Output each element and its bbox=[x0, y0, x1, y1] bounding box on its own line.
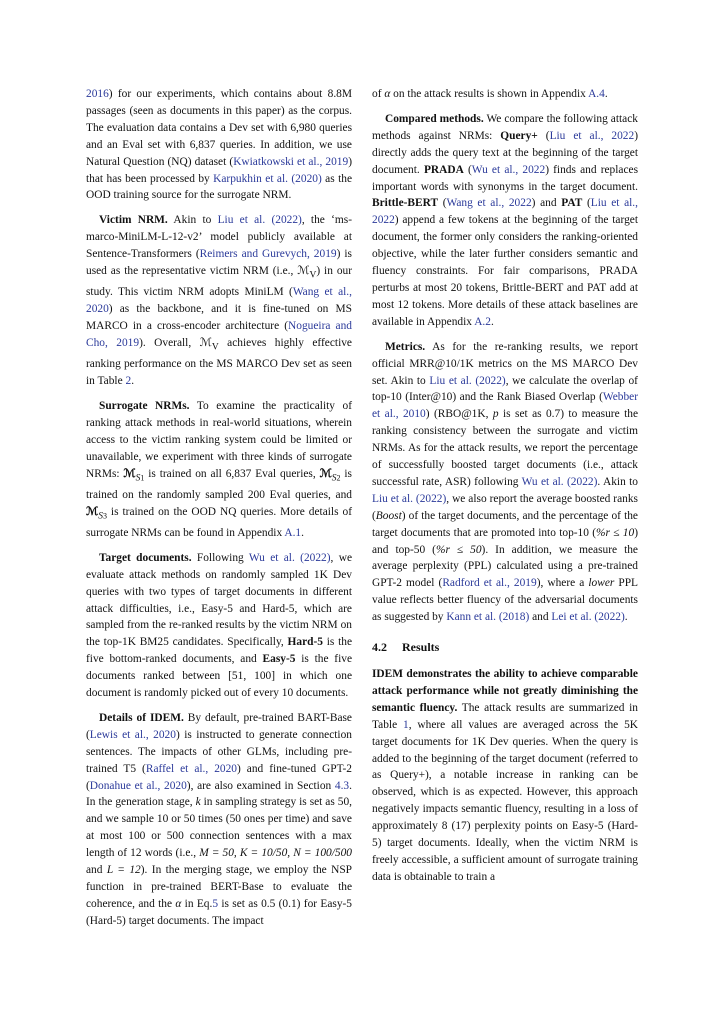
paragraph-metrics: Metrics. As for the re-ranking results, we report official MRR@10/1K metrics on the MS MARCO Dev set. Akin to Liu et al. (2022), we calculate the overlap of top-10 (Inter@10) and the Rank Biased Overlap (Webber et al., 2010) (RBO@1K, p is set as 0.7) to measure the ranking consistency between the surrogate and victim NRMs. As for the attack results, we report the percentage of successfully boosted target documents (i.e., attack successful rate, ASR) following Wu et al. (2022). Akin to Liu et al. (2022), we also report the average boosted ranks (Boost) of the target documents, and the percentage of the target documents that are promoted into top-10 (%r ≤ 10) and top-50 (%r ≤ 50). In addition, we measure the average perplexity (PPL) calculated using a pre-trained GPT-2 model (Radford et al., 2019), where a lower PPL value reflects better fluency of the adversarial documents as suggested by Kann et al. (2018) and Lei et al. (2022). bbox=[372, 340, 638, 624]
table-reference[interactable]: 2 bbox=[125, 375, 132, 388]
citation[interactable]: Raffel et al., 2020 bbox=[145, 762, 238, 775]
citation[interactable]: Radford et al., 2019 bbox=[442, 577, 537, 590]
paragraph-heading: Compared methods. bbox=[385, 112, 484, 125]
table-reference[interactable]: 1 bbox=[403, 718, 409, 731]
paragraph-target-documents: Target documents. Following Wu et al. (2022), we evaluate attack methods on randomly sampled 1K Dev queries with two types of target documents in different attack difficulties, i.e., Easy-5 and Hard-5, which are sampled from the re-ranked results by the victim NRM on the top-1K BM25 candidates. Specifically, Hard-5 is the five bottom-ranked documents, and Easy-5 is the five documents ranked between [51, 100] in which one document is randomly picked out of every 10 documents. bbox=[86, 551, 353, 700]
citation[interactable]: 2016 bbox=[86, 88, 109, 100]
left-column bbox=[86, 86, 352, 930]
section-title: Results bbox=[402, 640, 440, 655]
paragraph-heading: IDEM demonstrates the ability to achieve comparable attack performance while not greatly diminishing the semantic fluency. bbox=[372, 668, 638, 714]
citation[interactable]: Liu et al. (2022) bbox=[217, 214, 302, 227]
citation[interactable]: Liu et al., 2022 bbox=[549, 129, 635, 142]
citation[interactable]: Liu et al. (2022) bbox=[429, 374, 506, 387]
appendix-reference[interactable]: A.4 bbox=[588, 88, 605, 100]
citation[interactable]: Kann et al. (2018) bbox=[446, 611, 530, 624]
citation[interactable]: Kwiatkowski et al., 2019 bbox=[233, 155, 349, 168]
citation[interactable]: Wu et al. (2022) bbox=[521, 475, 598, 488]
section-number: 4.2 bbox=[372, 640, 387, 655]
citation[interactable]: Wu et al., 2022 bbox=[471, 163, 546, 176]
citation[interactable]: Reimers and Gurevych, 2019 bbox=[199, 248, 337, 261]
paragraph-heading: Target documents. bbox=[99, 551, 192, 564]
section-reference[interactable]: 4.3 bbox=[334, 779, 350, 792]
equation-reference[interactable]: 5 bbox=[212, 897, 219, 910]
citation[interactable]: Wu et al. (2022) bbox=[248, 551, 331, 564]
citation[interactable]: Lewis et al., 2020 bbox=[89, 728, 176, 741]
citation[interactable]: Nogueira and Cho, 2019 bbox=[86, 320, 352, 349]
paragraph-compared-methods: Compared methods. We compare the following attack methods against NRMs: Query+ (Liu et al., 2022) directly adds the query text at the beginning of the target document. PRADA (Wu et al., 2022) finds and replaces important words with synonyms in the target document. Brittle-BERT (Wang et al., 2022) and PAT (Liu et al., 2022) append a few tokens at the beginning of the target document, the former only considers the ranking-oriented objective, while the later further considers semantic and fluency constraints. For fair comparisons, PRADA perturbs at most 20 tokens, Brittle-BERT and PAT add at most 12 tokens. More details of these attack baselines are available in Appendix A.2. bbox=[372, 112, 639, 328]
appendix-reference[interactable]: A.1 bbox=[284, 526, 302, 539]
paragraph-details-idem: Details of IDEM. By default, pre-trained BART-Base (Lewis et al., 2020) is instructed to generate connection sentences. The impacts of other GLMs, including pre-trained T5 (Raffel et al., 2020) and fine-tuned GPT-2 (Donahue et al., 2020), are also examined in Section 4.3. In the generation stage, k in sampling strategy is set as 50, and we sample 10 or 50 times (50 ones per time) and save at most 100 or 500 connection sentences with a max length of 12 words (i.e., M = 50, K = 10/50, N = 100/500 and L = 12). In the merging stage, we employ the NSP function in pre-trained BERT-Base to evaluate the coherence, and the α in Eq.5 is set as 0.5 (0.1) for Easy-5 (Hard-5) target documents. The impact bbox=[86, 711, 353, 927]
paragraph-heading: Details of IDEM. bbox=[99, 711, 184, 724]
citation[interactable]: Lei et al. (2022) bbox=[551, 611, 625, 624]
paragraph-surrogate-nrms: Surrogate NRMs. To examine the practicality of ranking attack methods in real-world situations, wherein access to the victim ranking system could be limited or unavailable, we experiment with three kinds of surrogate NRMs: ℳ$_{S1}$ is trained on all 6,837 Eval queries, ℳ$_{S2}$ is trained on the randomly sampled 200 Eval queries, and ℳ$_{S3}$ is trained on the OOD NQ queries. More details of surrogate NRMs can be found in Appendix A.1. bbox=[86, 399, 352, 539]
section-heading bbox=[372, 639, 638, 656]
citation[interactable]: Wang et al., 2022 bbox=[446, 197, 532, 210]
paragraph-alpha-impact: of α on the attack results is shown in Appendix A.4. bbox=[372, 88, 608, 100]
citation[interactable]: Karpukhin et al. (2020) bbox=[213, 172, 322, 185]
paragraph-heading: Surrogate NRMs. bbox=[99, 399, 190, 412]
citation[interactable]: Liu et al. (2022) bbox=[372, 492, 447, 505]
paragraph-victim-nrm: Victim NRM. Akin to Liu et al. (2022), the ‘ms-marco-MiniLM-L-12-v2’ model publicly available at Sentence-Transformers (Reimers and Gurevych, 2019) is used as the representative victim NRM (i.e., ℳ$_V$) in our study. This victim NRM adopts MiniLM (Wang et al., 2020) as the backbone, and it is fine-tuned on MS MARCO in a cross-encoder architecture (Nogueira and Cho, 2019). Overall, ℳ$_V$ achieves highly effective ranking performance on the MS MARCO Dev set as seen in Table 2. bbox=[86, 214, 352, 388]
paragraph-heading: Victim NRM. bbox=[99, 214, 168, 227]
citation[interactable]: Liu et al., 2022 bbox=[372, 197, 639, 227]
citation[interactable]: Donahue et al., 2020 bbox=[89, 779, 187, 792]
paragraph-heading: Metrics. bbox=[385, 340, 426, 353]
right-column bbox=[372, 86, 638, 886]
appendix-reference[interactable]: A.2 bbox=[474, 315, 491, 328]
paragraph-results: IDEM demonstrates the ability to achieve comparable attack performance while not greatly diminishing the semantic fluency. The attack results are summarized in Table 1, where all values are averaged across the 5K target documents for 1K Dev queries. When the query is added to the beginning of the target document (referred to as Query+), a notable increase in ranking can be observed, which is as expected. However, this approach negatively impacts semantic fluency, resulting in a loss of approximately 8 (17) perplexity points on Easy-5 (Hard-5) target documents. Ideally, when the victim NRM is freely accessible, a sufficient amount of surrogate training data is obtainable to train a bbox=[372, 668, 639, 883]
citation[interactable]: Wang et al., 2020 bbox=[86, 286, 352, 316]
citation[interactable]: Webber et al., 2010 bbox=[372, 391, 638, 421]
paragraph-dataset: 2016) for our experiments, which contains about 8.8M passages (seen as documents in this paper) as the corpus. The evaluation data contains a Dev set with 6,980 queries and an Eval set with 6,837 queries. In addition, we use Natural Question (NQ) dataset (Kwiatkowski et al., 2019) that has been processed by Karpukhin et al. (2020) as the OOD training source for the surrogate NRM. bbox=[86, 88, 352, 202]
